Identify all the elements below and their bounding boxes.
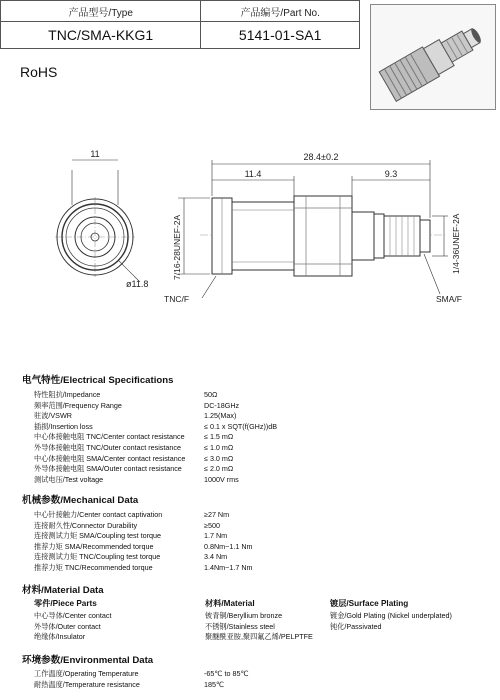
material-head-parts: 零件/Piece Parts [34,599,97,608]
part-value: 5141-01-SA1 [201,22,360,49]
type-value: TNC/SMA-KKG1 [1,22,201,49]
spec-key: 驻波/VSWR [34,411,72,421]
spec-key: 外导体接触电阻 TNC/Outer contact resistance [34,443,181,452]
material-head-material: 材料/Material [205,599,255,608]
spec-value: ≤ 2.0 mΩ [204,464,234,474]
label-tnc: TNC/F [164,294,190,304]
part-label: 产品编号/Part No. [201,1,360,22]
spec-value: 1.7 Nm [204,531,228,541]
dim-overall: 28.4±0.2 [303,152,339,162]
spec-value: DC-18GHz [204,400,240,410]
spec-key: 推荐力矩 TNC/Recommended torque [34,563,153,572]
material-head-plating: 镀层/Surface Plating [330,599,409,608]
spec-value: 1.4Nm~1.7 Nm [204,563,253,572]
environmental-title: 环境参数/Environmental Data [22,655,154,666]
spec-value: ≤ 1.0 mΩ [204,443,234,452]
technical-drawing [0,130,500,370]
front-view [55,197,140,282]
thread-left: 7/16-28UNEF-2A [172,214,182,280]
rohs-mark: RoHS [20,64,58,80]
spec-key: 工作温度/Operating Temperature [34,669,139,678]
spec-value: 1000V rms [204,474,239,484]
material-plating: 钝化/Passivated [330,621,382,631]
spec-value: 3.4 Nm [204,552,228,562]
thread-right: 1/4-36UNEF-2A [451,213,461,274]
dim-11-4: 11.4 [244,169,262,179]
product-photo [370,4,496,110]
spec-value: ≥27 Nm [204,510,230,519]
spec-value: ≤ 1.5 mΩ [204,432,234,442]
spec-value: -65℃ to 85℃ [204,669,249,678]
dim-9-3: 9.3 [384,169,398,179]
spec-key: 外导体接触电阻 SMA/Outer contact resistance [34,464,182,474]
spec-value: 50Ω [204,390,218,399]
spec-key: 频率范围/Frequency Range [34,400,122,410]
spec-key: 耐热温度/Temperature resistance [34,679,140,689]
mechanical-title: 机械参数/Mechanical Data [22,495,139,506]
spec-value: ≤ 0.1 x SQT(f(GHz))dB [204,421,278,431]
spec-value: 0.8Nm~1.1 Nm [204,541,253,551]
material-part: 外导体/Outer contact [34,621,101,631]
dim-11: 11 [90,149,100,159]
material-title: 材料/Material Data [22,585,104,596]
spec-value: 185℃ [204,679,225,689]
label-sma: SMA/F [436,294,462,304]
spec-key: 中心体接触电阻 TNC/Center contact resistance [34,432,185,442]
material-plating: 镀金/Gold Plating (Nickel underplated) [330,611,452,620]
spec-key: 中心针接触力/Center contact captivation [34,510,163,519]
spec-key: 连接测试力矩 SMA/Coupling test torque [34,531,162,541]
electrical-title: 电气特性/Electrical Specifications [22,375,174,386]
spec-key: 测试电压/Test voltage [34,474,104,484]
spec-key: 插损/Insertion loss [34,421,93,431]
material-material: 铍青铜/Beryllium bronze [205,611,283,620]
type-label: 产品型号/Type [1,1,201,22]
spec-value: 1.25(Max) [204,411,237,421]
spec-key: 连接耐久性/Connector Durability [34,520,138,530]
header-table [0,0,360,49]
spec-key: 推荐力矩 SMA/Recommended torque [34,541,154,551]
spec-value: ≤ 3.0 mΩ [204,453,234,463]
material-material: 不锈钢/Stainless steel [205,621,275,631]
spec-key: 特性阻抗/Impedance [34,390,101,399]
spec-value: ≥500 [204,520,220,530]
dim-phi: ø11.8 [126,279,149,289]
material-material: 聚醚酰亚胺,聚四氟乙烯/PELPTFE [205,632,313,642]
material-part: 中心导体/Center contact [34,611,112,620]
spec-key: 连接测试力矩 TNC/Coupling test torque [34,552,161,562]
spec-key: 中心体接触电阻 SMA/Center contact resistance [34,453,186,463]
material-part: 绝缘体/Insulator [34,632,86,642]
